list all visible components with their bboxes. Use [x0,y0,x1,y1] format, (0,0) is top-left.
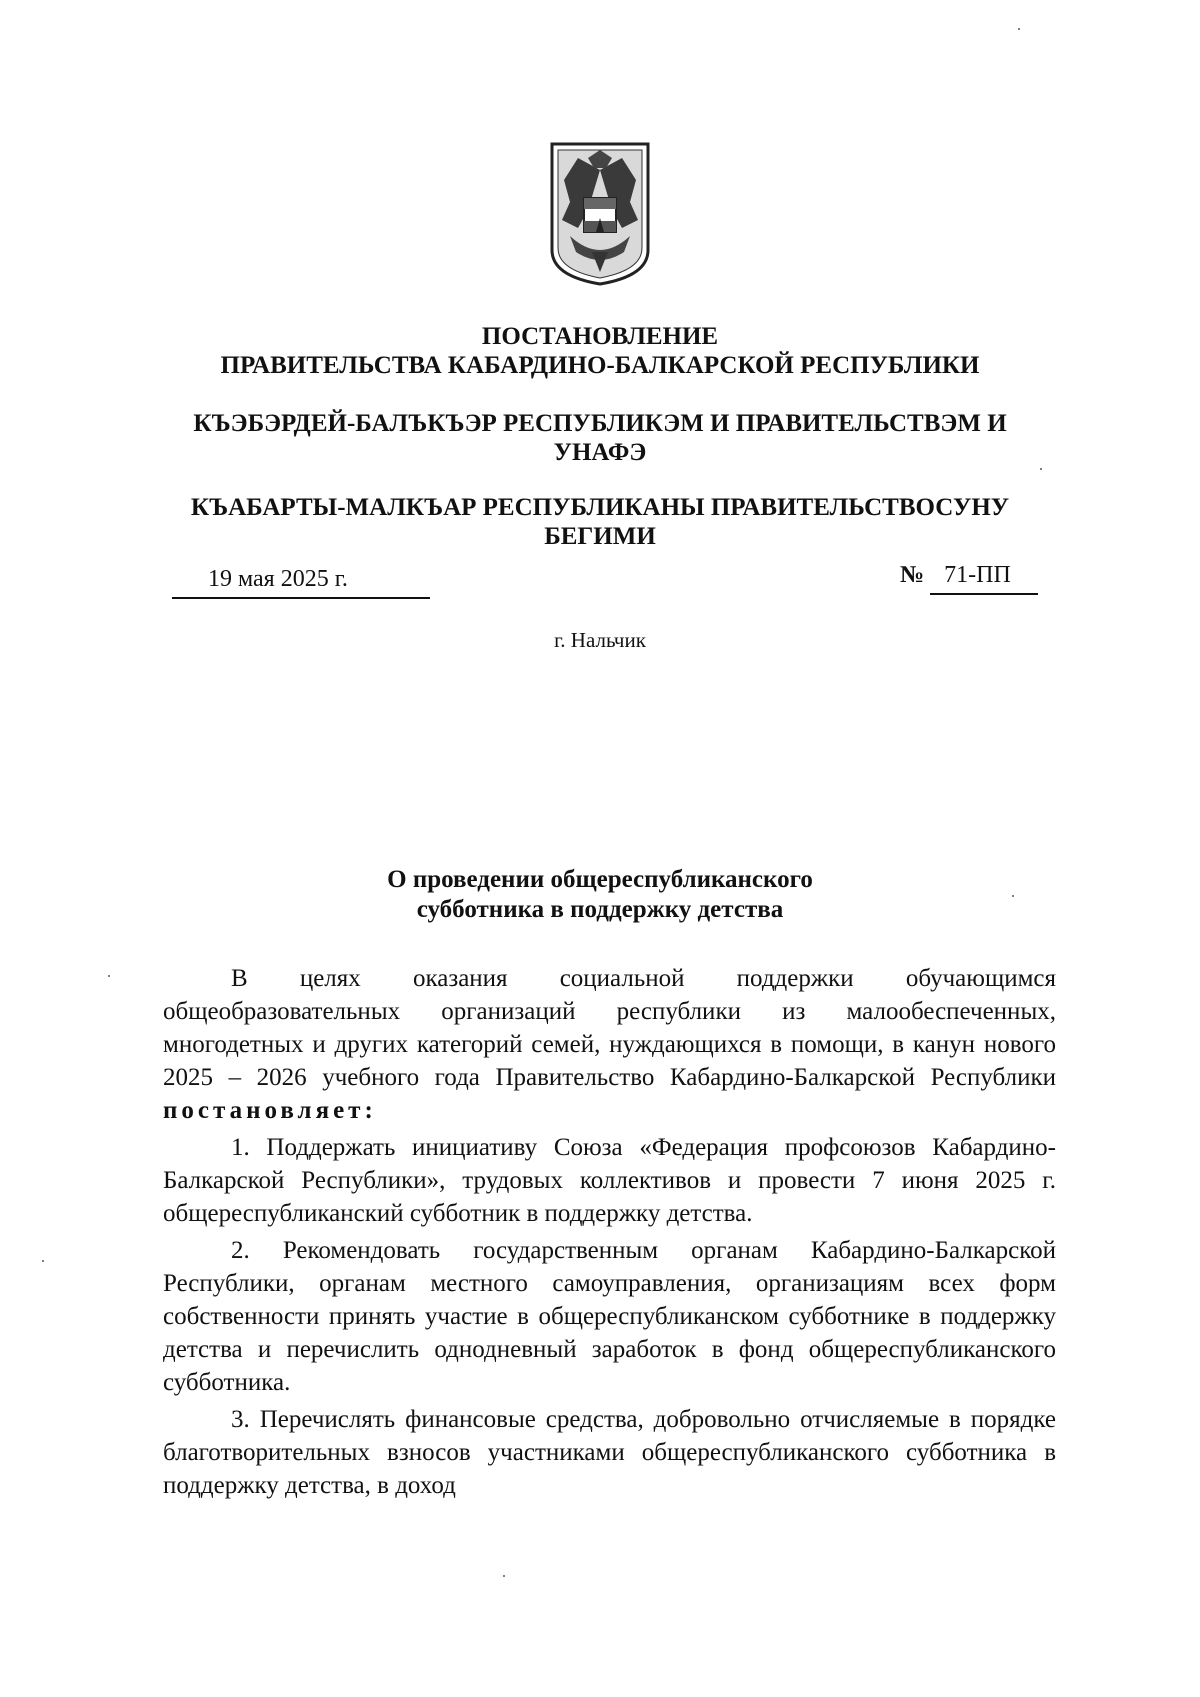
scan-speck [503,1575,505,1577]
number-value: 71-ПП [930,562,1038,595]
city-label: г. Нальчик [554,628,646,652]
number-sign: № [900,562,925,588]
subject-line-2: субботника в поддержку детства [416,896,784,923]
heading-line-1: ПОСТАНОВЛЕНИЕ [481,323,719,350]
intro-paragraph [163,962,1056,1127]
paragraph-2: 2. Рекомендовать государственным органам Кабардино-Балкарской Республики, органам местного самоуправления, организациям всех форм собственности принять участие в общереспубликанском субботнике в поддержку детства и перечислить однодневный заработок в фонд общереспубликанского субботника. [163,1237,1056,1396]
coat-of-arms-emblem [548,140,652,286]
paragraph-3: 3. Перечислять финансовые средства, добровольно отчисляемые в порядке благотворительных взносов участниками общереспубликанского субботника в поддержку детства, в доход [163,1406,1056,1499]
document-body [163,962,1056,1506]
subject-line-1: О проведении общереспубликанского [387,866,813,893]
resolves-word: постановляет: [163,1097,377,1124]
document-date: 19 мая 2025 г. [172,566,430,599]
scan-speck [1018,28,1020,30]
document-subject [200,865,1000,925]
scan-speck [42,1260,44,1262]
scan-speck [1012,895,1014,897]
scan-speck [1040,468,1042,470]
heading-line-2: ПРАВИТЕЛЬСТВА КАБАРДИНО-БАЛКАРСКОЙ РЕСПУБЛИКИ [220,352,980,379]
intro-text: В целях оказания социальной поддержки обучающимся общеобразовательных организаций республики из малообеспеченных, многодетных и других категорий семей, нуждающихся в помощи, в канун нового 2025 – 2026 учебного года Правительство Кабардино-Балкарской Республики [163,965,1056,1091]
paragraph-1: 1. Поддержать инициативу Союза «Федерация профсоюзов Кабардино-Балкарской Республики», трудовых коллективов и провести 7 июня 2025 г. общереспубликанский субботник в поддержку детства. [163,1134,1056,1227]
document-number [900,562,1070,595]
document-type-heading [150,322,1050,380]
heading-kabardian: КЪЭБЭРДЕЙ-БАЛЪКЪЭР РЕСПУБЛИКЭМ И ПРАВИТЕЛЬСТВЭМ И УНАФЭ [193,410,1007,466]
heading-balkar: КЪАБАРТЫ-МАЛКЪАР РЕСПУБЛИКАНЫ ПРАВИТЕЛЬСТВОСУНУ БЕГИМИ [190,494,1010,550]
scan-speck [108,975,110,977]
